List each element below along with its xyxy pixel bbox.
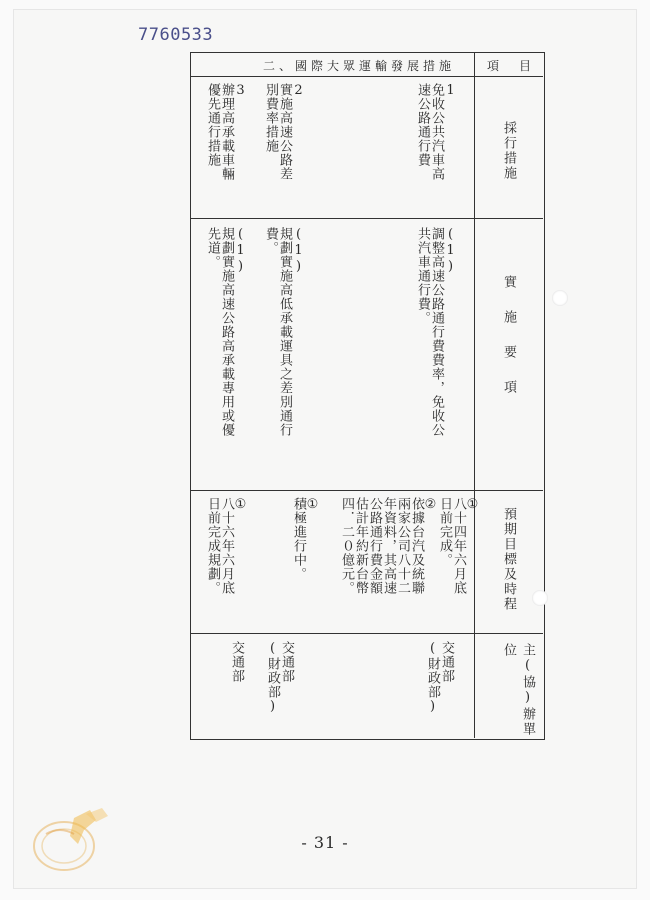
- binder-hole: [552, 290, 568, 306]
- item-header: 項 目: [487, 59, 536, 73]
- measure-2: 2 實施高速公路差 別費率措施: [263, 83, 306, 181]
- target-2: ① 積極進行中。: [291, 497, 320, 581]
- row-divider: [191, 633, 543, 634]
- responsible-3: 交通部: [229, 641, 244, 683]
- responsible-1: 交通部 (財政部): [425, 641, 454, 715]
- row-label-key-points: 實施要項: [501, 275, 516, 415]
- label-column-divider: [474, 53, 475, 738]
- target-1: ① 八十四年六月底 日前完成。 ② 依據台汽及統聯 兩家公司八十二 年資料，其高速 公路通行費金額 估計年約新台幣 四．二０億元。: [339, 497, 480, 595]
- key-point-2: (1) 規劃實施高低承載運具之差別通行 費。: [263, 227, 306, 437]
- binder-hole: [532, 590, 548, 606]
- measure-3: 3 辦理高承載車輛 優先通行措施: [205, 83, 248, 181]
- row-label-measures: 採行措施: [501, 121, 516, 181]
- key-point-3: (1) 規劃實施高速公路高承載專用或優 先道。: [205, 227, 248, 437]
- document-number: 7760533: [138, 25, 214, 45]
- row-label-targets: 預期目標及時程: [501, 507, 516, 612]
- header-divider: [191, 76, 543, 77]
- page-number: - 31 -: [301, 833, 349, 852]
- row-label-responsible: 主(協)辦單位: [501, 643, 535, 737]
- row-divider: [191, 490, 543, 491]
- target-3: ① 八十六年六月底 日前完成規劃。: [205, 497, 248, 595]
- row-divider: [191, 218, 543, 219]
- measure-1: 1 免收公共汽車高 速公路通行費: [415, 83, 458, 181]
- responsible-2: 交通部 (財政部): [265, 641, 294, 715]
- measures-table: [190, 52, 545, 740]
- table-topic-header: 二、國際大眾運輸發展措施: [263, 59, 456, 73]
- key-point-1: (1) 調整高速公路通行費費率，免收公 共汽車通行費。: [415, 227, 458, 437]
